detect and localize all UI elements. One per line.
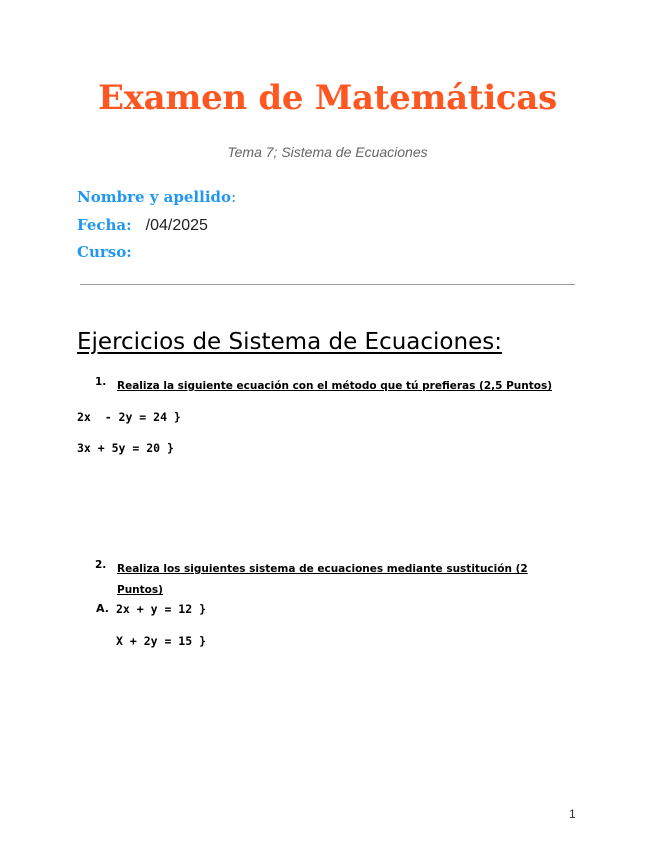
course-field	[77, 242, 132, 261]
exam-title: Examen de Matemáticas	[98, 78, 557, 118]
name-label: Nombre y apellido	[77, 188, 232, 206]
horizontal-divider	[80, 284, 575, 285]
exam-subtitle: Tema 7; Sistema de Ecuaciones	[227, 144, 428, 160]
name-colon: :	[231, 187, 237, 206]
equation: X + 2y = 15 }	[116, 634, 207, 648]
date-label: Fecha:	[77, 216, 132, 234]
name-field	[77, 187, 236, 206]
exercise-instruction: Realiza la siguiente ecuación con el método que tú prefieras (2,5 Puntos)	[117, 380, 553, 392]
exercise-instruction: Realiza los siguientes sistema de ecuaciones mediante sustitución (2 Puntos)	[117, 563, 528, 596]
exercise-1	[95, 376, 585, 397]
course-label: Curso:	[77, 243, 132, 261]
date-value: /04/2025	[145, 217, 208, 234]
equation: 2x + y = 12 }	[116, 602, 207, 616]
equation: 3x + 5y = 20 }	[77, 441, 174, 455]
exercise-number: 2.	[95, 559, 107, 571]
exercise-number: 1.	[95, 376, 107, 388]
item-marker: A.	[96, 602, 109, 615]
date-field	[77, 215, 208, 235]
exercise-2	[95, 559, 555, 601]
page-number: 1	[569, 807, 576, 821]
equation: 2x - 2y = 24 }	[77, 410, 181, 424]
section-heading: Ejercicios de Sistema de Ecuaciones:	[77, 329, 502, 355]
